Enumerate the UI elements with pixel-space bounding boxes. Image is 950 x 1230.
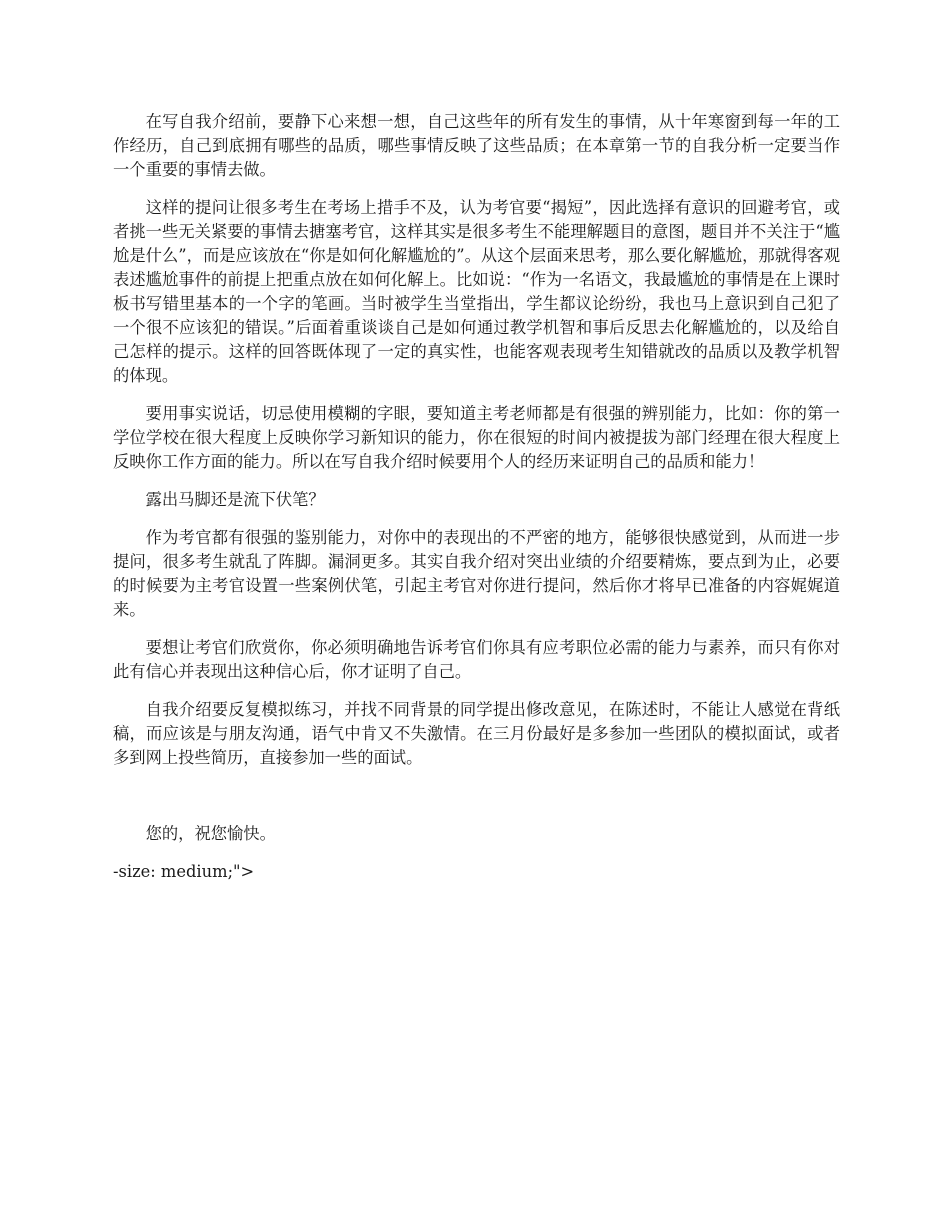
blank-gap [113, 784, 840, 822]
paragraph-examiner-discernment: 作为考官都有很强的鉴别能力，对你中的表现出的不严密的地方，能够很快感觉到，从而进一步提问，很多考生就乱了阵脚。漏洞更多。其实自我介绍对突出业绩的介绍要精炼，要点到为止，必要的时候要为主考官设置一些案例伏笔，引起主考官对你进行提问，然后你才将早已准备的内容娓娓道来。 [113, 528, 840, 619]
closing-line: 您的，祝您愉快。 [145, 824, 276, 843]
paragraph-embarrassment-question: 这样的提问让很多考生在考场上措手不及，认为考官要“揭短”，因此选择有意识的回避考官，或者挑一些无关紧要的事情去搪塞考官，这样其实是很多考生不能理解题目的意图，题目并不关注于“尴尬是什么”，而是应该放在“你是如何化解尴尬的”。从这个层面来思考，那么要化解尴尬，那就得客观表述尴尬事件的前提上把重点放在如何化解上。比如说：“作为一名语文，我最尴尬的事情是在上课时板书写错里基本的一个字的笔画。当时被学生当堂指出，学生都议论纷纷，我也马上意识到自己犯了一个很不应该犯的错误。”后面着重谈谈自己是如何通过教学机智和事后反思去化解尴尬的，以及给自己怎样的提示。这样的回答既体现了一定的真实性，也能客观表现考生知错就改的品质以及教学机智的体现。 [113, 198, 840, 385]
section-heading-foreshadowing: 露出马脚还是流下伏笔？ [145, 490, 325, 509]
paragraph-use-facts: 要用事实说话，切忌使用模糊的字眼，要知道主考老师都是有很强的辨别能力，比如：你的第一学位学校在很大程度上反映你学习新知识的能力，你在很短的时间内被提拔为部门经理在很大程度上反映你工作方面的能力。所以在写自我介绍时候要用个人的经历来证明自己的品质和能力！ [113, 404, 840, 471]
stray-markup-text: -size: medium;"> [113, 862, 255, 881]
paragraph-self-analysis: 在写自我介绍前，要静下心来想一想，自己这些年的所有发生的事情，从十年寒窗到每一年的工作经历，自己到底拥有哪些的品质，哪些事情反映了这些品质；在本章第一节的自我分析一定要当作一个重要的事情去做。 [113, 112, 840, 179]
paragraph-confidence: 要想让考官们欣赏你，你必须明确地告诉考官们你具有应考职位必需的能力与素养，而只有你对此有信心并表现出这种信心后，你才证明了自己。 [113, 638, 840, 681]
document-body [113, 110, 840, 884]
paragraph-practice: 自我介绍要反复模拟练习，并找不同背景的同学提出修改意见，在陈述时，不能让人感觉在背纸稿，而应该是与朋友沟通，语气中肯又不失激情。在三月份最好是多参加一些团队的模拟面试，或者多到网上投些简历，直接参加一些的面试。 [113, 700, 840, 767]
